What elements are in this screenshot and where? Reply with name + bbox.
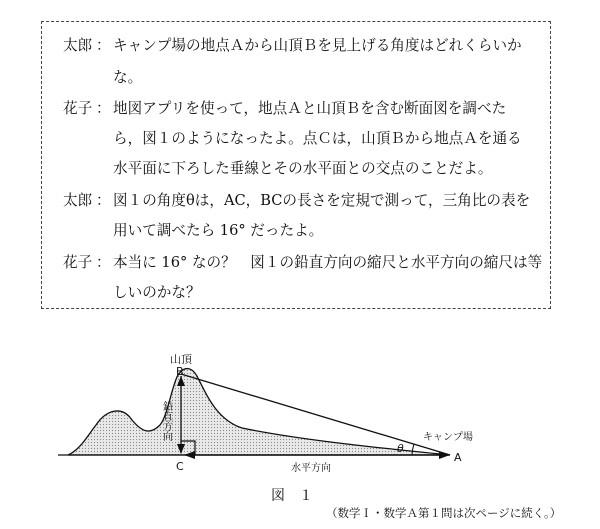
footer-note: （数学Ｉ・数学Ａ第１問は次ページに続く。）	[326, 506, 562, 520]
label-horizontal: 水平方向	[291, 463, 331, 474]
speaker-taro: 太郎	[63, 192, 93, 209]
dialogue-line: 図１の角度θは，AC，BCの長さを定規で測って，三角比の表を	[113, 192, 531, 209]
dialogue-line: キャンプ場の地点Ａから山頂Ｂを見上げる角度はどれくらいか	[113, 37, 522, 54]
speaker-colon: ：	[96, 192, 111, 209]
speaker-taro: 太郎	[63, 37, 93, 54]
arrowhead-right	[439, 451, 450, 459]
label-vertical: 鉛直方向	[160, 401, 172, 441]
label-summit: 山頂	[170, 353, 192, 366]
speaker-hanako: 花子	[63, 254, 93, 271]
speaker-colon: ：	[96, 100, 111, 117]
label-c: C	[176, 460, 184, 473]
dialogue-line: 本当に 16° なの？ 図１の鉛直方向の縮尺と水平方向の縮尺は等	[113, 254, 543, 271]
label-b: B	[176, 365, 184, 378]
label-a: A	[454, 451, 462, 464]
dialogue-line: 地図アプリを使って，地点Ａと山頂Ｂを含む断面図を調べた	[113, 100, 507, 117]
speaker-hanako: 花子	[63, 100, 93, 117]
dialogue-line: ら，図１のようになったよ。点Ｃは，山頂Ｂから地点Ａを通る	[113, 130, 522, 147]
label-theta: θ	[397, 442, 404, 455]
dialogue-line: しいのかな？	[113, 284, 201, 301]
terrain-profile	[68, 369, 450, 455]
dialogue-line: 用いて調べたら 16° だったよ。	[113, 222, 324, 239]
label-camp: キャンプ場	[423, 432, 473, 443]
dialogue-line: 水平面に下ろした垂線とその水平面との交点のことだよ。	[113, 160, 493, 177]
speaker-colon: ：	[96, 254, 111, 271]
dialogue-line: な。	[113, 69, 143, 86]
speaker-colon: ：	[96, 37, 111, 54]
figure-caption: 図 １	[271, 488, 313, 504]
